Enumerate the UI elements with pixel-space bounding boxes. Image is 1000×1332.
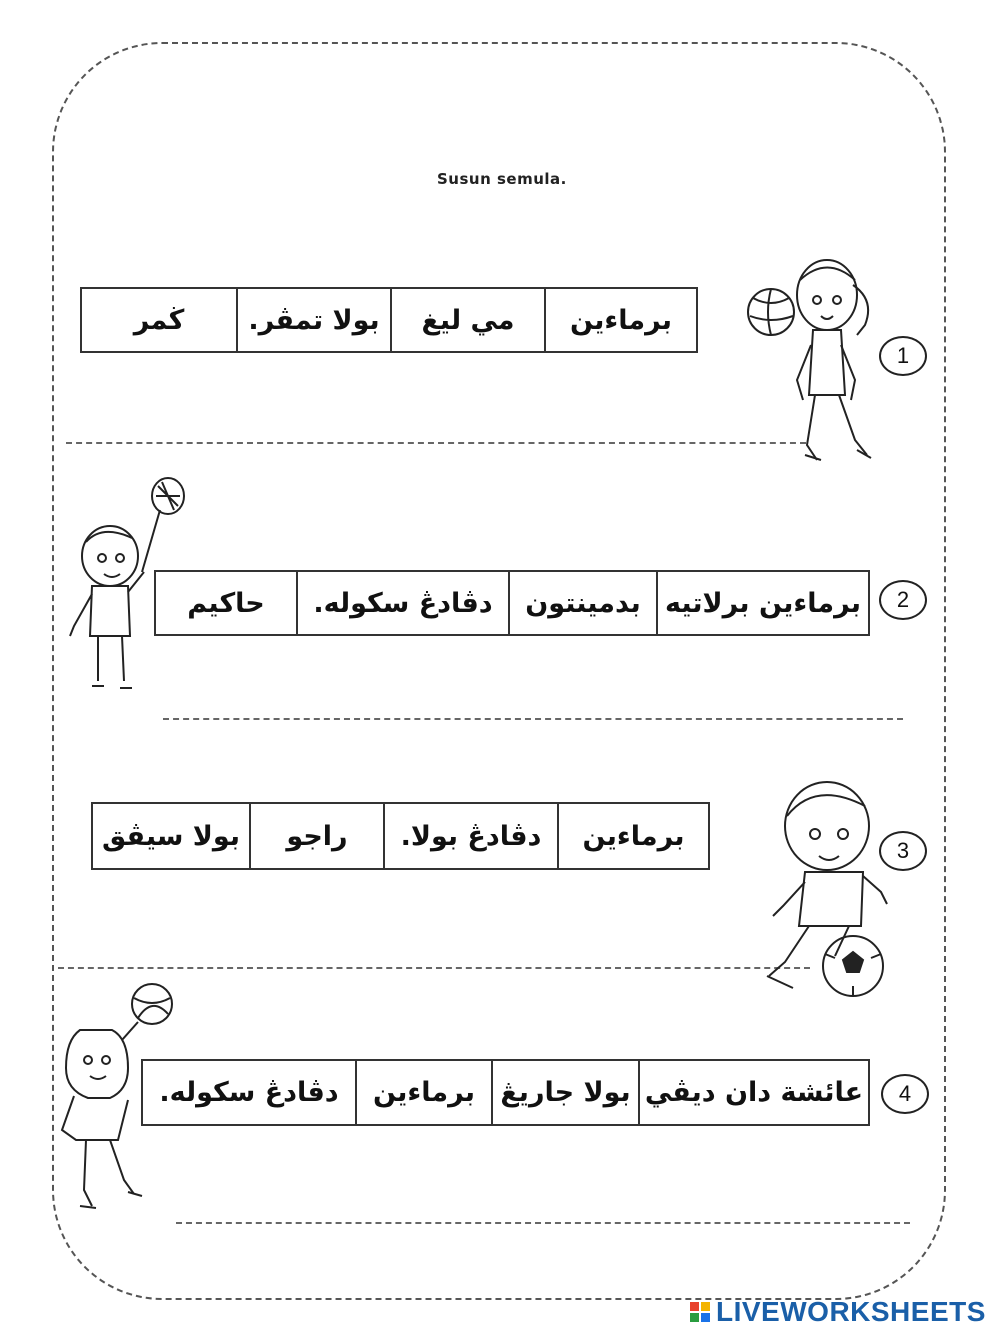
word-card[interactable]: برماءين [544, 289, 696, 351]
word-card[interactable]: برماءين [355, 1061, 491, 1124]
answer-line-3[interactable] [58, 967, 810, 969]
word-card[interactable]: بولا جاريڠ [491, 1061, 638, 1124]
answer-line-1[interactable] [66, 442, 806, 444]
question-number-2: 2 [879, 580, 927, 620]
girl-volleyball-icon [745, 250, 880, 465]
question-1-word-table [80, 287, 698, 353]
question-3-word-table [91, 802, 710, 870]
question-2-word-table [154, 570, 870, 636]
logo-mark-icon [690, 1302, 710, 1322]
word-card[interactable]: برماءين برلاتيه [656, 572, 868, 634]
question-number-4: 4 [881, 1074, 929, 1114]
question-4-word-table [141, 1059, 870, 1126]
liveworksheets-logo[interactable] [690, 1296, 986, 1328]
word-card[interactable]: راجو [249, 804, 383, 868]
answer-line-4[interactable] [176, 1222, 910, 1224]
boy-badminton-icon [62, 476, 192, 704]
word-card[interactable]: بولا سيڤق [102, 820, 240, 852]
word-card[interactable]: مي ليغ [390, 289, 544, 351]
word-card[interactable]: حاكيم [187, 587, 265, 619]
word-card[interactable]: عائشة دان ديڤي [638, 1061, 868, 1124]
girl-netball-icon [52, 980, 182, 1216]
question-number-3: 3 [879, 831, 927, 871]
question-number-1: 1 [879, 336, 927, 376]
word-card[interactable]: برماءين [557, 804, 708, 868]
word-card[interactable]: دڤادڠ بولا. [383, 804, 557, 868]
word-card[interactable]: دڤادڠ سكوله. [159, 1077, 339, 1108]
worksheet-title: Susun semula. [437, 170, 567, 188]
brand-name: LIVEWORKSHEETS [716, 1296, 986, 1327]
word-card[interactable]: بدمينتون [508, 572, 656, 634]
boy-football-icon [765, 776, 893, 1000]
word-card[interactable]: بولا تمڤر. [236, 289, 390, 351]
word-card[interactable]: ڬمر [133, 304, 185, 336]
answer-line-2[interactable] [163, 718, 903, 720]
word-card[interactable]: دڤادڠ سكوله. [296, 572, 508, 634]
